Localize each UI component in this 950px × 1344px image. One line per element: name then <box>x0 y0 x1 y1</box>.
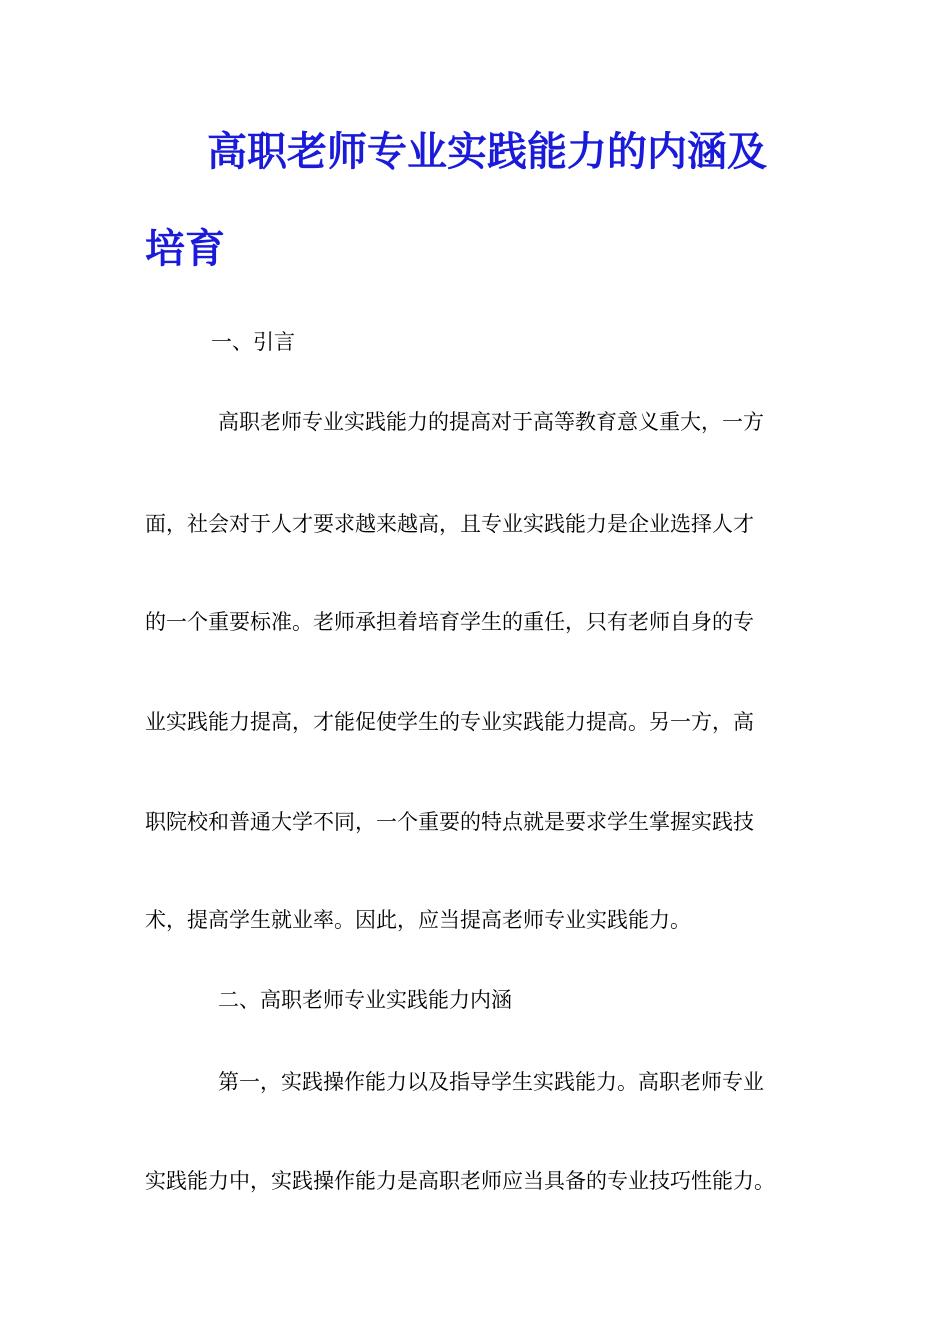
section-heading-connotation: 二、高职老师专业实践能力内涵 <box>218 988 512 1012</box>
paragraph-line: 业实践能力提高，才能促使学生的专业实践能力提高。另一方，高 <box>145 710 754 734</box>
paragraph-line: 实践能力中，实践操作能力是高职老师应当具备的专业技巧性能力。 <box>145 1169 775 1193</box>
paragraph-line: 职院校和普通大学不同，一个重要的特点就是要求学生掌握实践技 <box>145 810 754 834</box>
document-title-line-1: 高职老师专业实践能力的内涵及 <box>207 128 767 175</box>
section-heading-introduction: 一、引言 <box>211 330 295 354</box>
paragraph-line: 面，社会对于人才要求越来越高，且专业实践能力是企业选择人才 <box>145 512 754 536</box>
document-title-line-2: 培育 <box>145 225 225 272</box>
paragraph-line: 的一个重要标准。老师承担着培育学生的重任，只有老师自身的专 <box>145 610 754 634</box>
paragraph-line: 术，提高学生就业率。因此，应当提高老师专业实践能力。 <box>145 908 691 932</box>
paragraph-line: 第一，实践操作能力以及指导学生实践能力。高职老师专业 <box>218 1070 764 1094</box>
paragraph-line: 高职老师专业实践能力的提高对于高等教育意义重大，一方 <box>218 410 764 434</box>
